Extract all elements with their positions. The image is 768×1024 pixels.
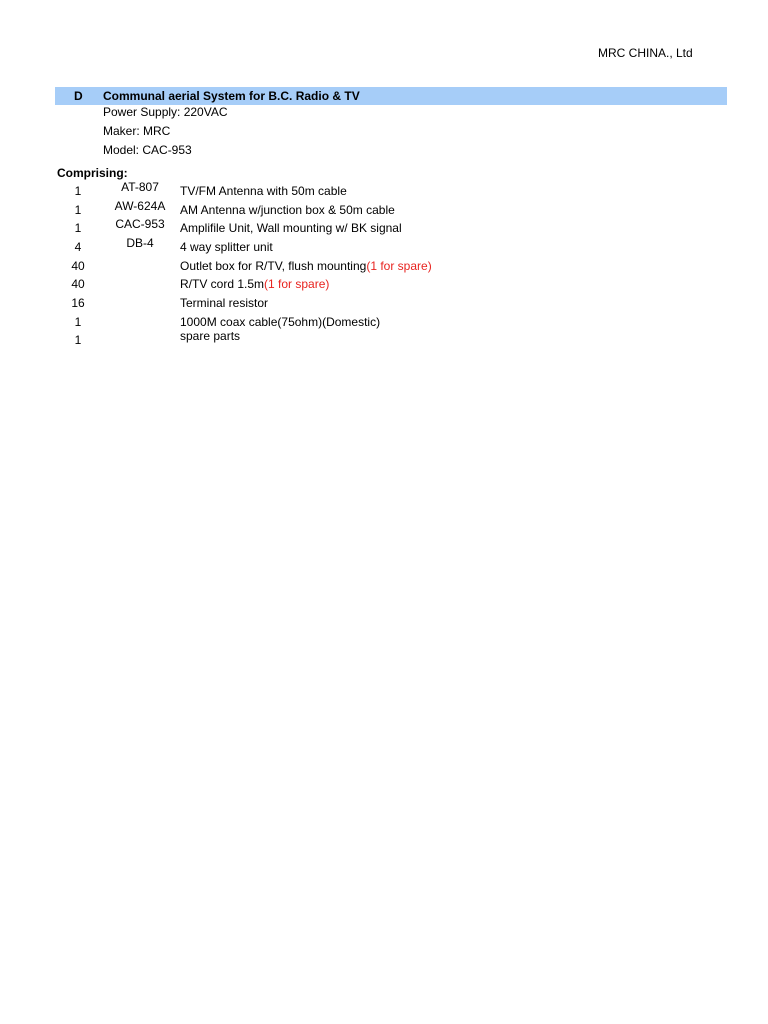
item-model: DB-4 — [126, 236, 154, 250]
item-desc: AM Antenna w/junction box & 50m cable — [180, 203, 395, 217]
item-model: CAC-953 — [115, 217, 165, 231]
section-letter: D — [74, 89, 83, 103]
item-desc: Terminal resistor — [180, 296, 269, 310]
section-title: Communal aerial System for B.C. Radio & TV — [103, 89, 360, 103]
item-desc: 4 way splitter unit — [180, 240, 273, 254]
item-desc: R/TV cord 1.5m(1 for spare) — [180, 277, 330, 291]
item-qty: 40 — [71, 277, 85, 291]
comprising-label: Comprising: — [57, 166, 128, 180]
item-desc: spare parts — [180, 329, 241, 343]
item-desc: TV/FM Antenna with 50m cable — [180, 184, 347, 198]
item-model: AT-807 — [121, 180, 159, 194]
item-qty: 16 — [71, 296, 85, 310]
item-qty: 1 — [74, 333, 82, 347]
spec-model: Model: CAC-953 — [103, 143, 192, 157]
item-qty: 1 — [74, 184, 82, 198]
spec-maker: Maker: MRC — [103, 124, 171, 138]
item-qty: 40 — [71, 259, 85, 273]
item-note: (1 for spare) — [264, 277, 330, 291]
company-name: MRC CHINA., Ltd — [598, 46, 693, 60]
item-qty: 1 — [74, 315, 82, 329]
item-note: (1 for spare) — [366, 259, 432, 273]
item-qty: 4 — [74, 240, 82, 254]
item-qty: 1 — [74, 221, 82, 235]
item-desc: Outlet box for R/TV, flush mounting(1 for spare) — [180, 259, 432, 273]
item-qty: 1 — [74, 203, 82, 217]
spec-power-supply: Power Supply: 220VAC — [103, 105, 228, 119]
item-model: AW-624A — [114, 199, 166, 213]
item-desc: Amplifile Unit, Wall mounting w/ BK signal — [180, 221, 402, 235]
item-desc: 1000M coax cable(75ohm)(Domestic) — [180, 315, 381, 329]
section-header-bar — [55, 87, 727, 105]
